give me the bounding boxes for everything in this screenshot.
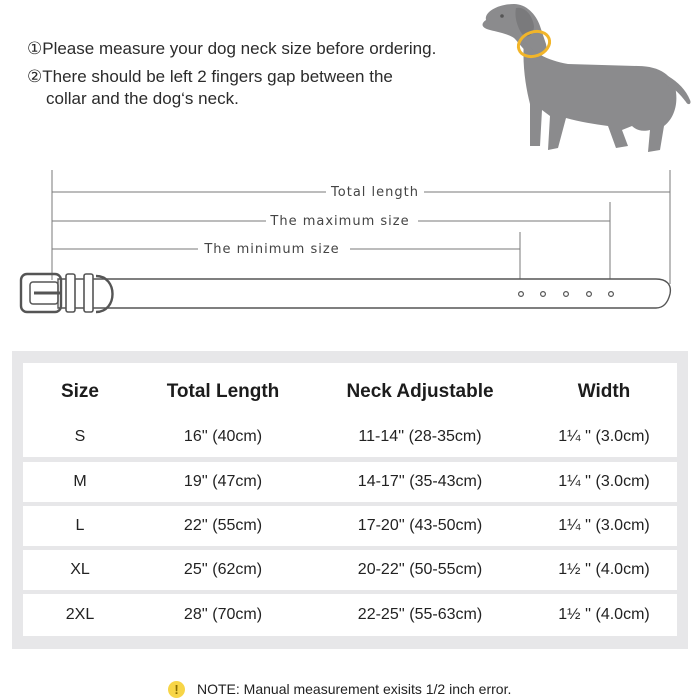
header-width: Width [577, 381, 631, 402]
total-length-cell: 16'' (40cm) [183, 428, 263, 445]
table-row [23, 594, 677, 636]
header-neck-adjustable: Neck Adjustable [346, 381, 494, 402]
table-header-row [23, 363, 677, 421]
instruction-1: ①Please measure your dog neck size before ordering. [27, 39, 437, 58]
max-size-label: The maximum size [270, 214, 410, 229]
size-cell: S [74, 428, 86, 445]
width-cell: 1¼ '' (3.0cm) [558, 517, 650, 534]
keeper-loop-2 [84, 274, 93, 312]
size-table [12, 351, 688, 649]
width-cell: 1¼ '' (3.0cm) [558, 473, 650, 490]
dog-eye [500, 14, 504, 18]
keeper-loop-1 [66, 274, 75, 312]
dog-silhouette-icon [483, 4, 691, 152]
note-text: NOTE: Manual measurement exisits 1/2 inch error. [197, 681, 512, 697]
instruction-2-continued: collar and the dog‘s neck. [46, 89, 239, 108]
neck-adjustable-cell: 20-22'' (50-55cm) [357, 561, 483, 578]
total-length-cell: 22'' (55cm) [183, 517, 263, 534]
neck-adjustable-cell: 22-25'' (55-63cm) [357, 606, 483, 623]
neck-adjustable-cell: 17-20'' (43-50cm) [357, 517, 483, 534]
neck-adjustable-cell: 11-14'' (28-35cm) [358, 428, 482, 445]
width-cell: 1½ '' (4.0cm) [558, 606, 650, 623]
header-size: Size [60, 381, 100, 402]
neck-adjustable-cell: 14-17'' (35-43cm) [357, 473, 483, 490]
size-cell: L [75, 517, 85, 534]
header-total-length: Total Length [166, 381, 280, 402]
total-length-cell: 28'' (70cm) [183, 606, 263, 623]
table-row [23, 417, 677, 457]
min-size-label: The minimum size [204, 242, 340, 257]
total-length-label: Total length [331, 185, 419, 200]
table-row [23, 462, 677, 502]
table-row [23, 550, 677, 590]
width-cell: 1½ '' (4.0cm) [558, 561, 650, 578]
size-cell: 2XL [65, 606, 95, 623]
warning-icon: ! [168, 681, 185, 698]
dog-illustration [468, 0, 696, 160]
collar-diagram [0, 160, 700, 320]
instruction-2: ②There should be left 2 fingers gap between the [27, 67, 393, 86]
size-cell: M [73, 473, 87, 490]
total-length-cell: 19'' (47cm) [183, 473, 263, 490]
table-row [23, 506, 677, 546]
total-length-cell: 25'' (62cm) [183, 561, 263, 578]
width-cell: 1¼ '' (3.0cm) [558, 428, 650, 445]
measurement-note [168, 678, 511, 700]
size-cell: XL [70, 561, 90, 578]
collar-strap [58, 279, 670, 308]
